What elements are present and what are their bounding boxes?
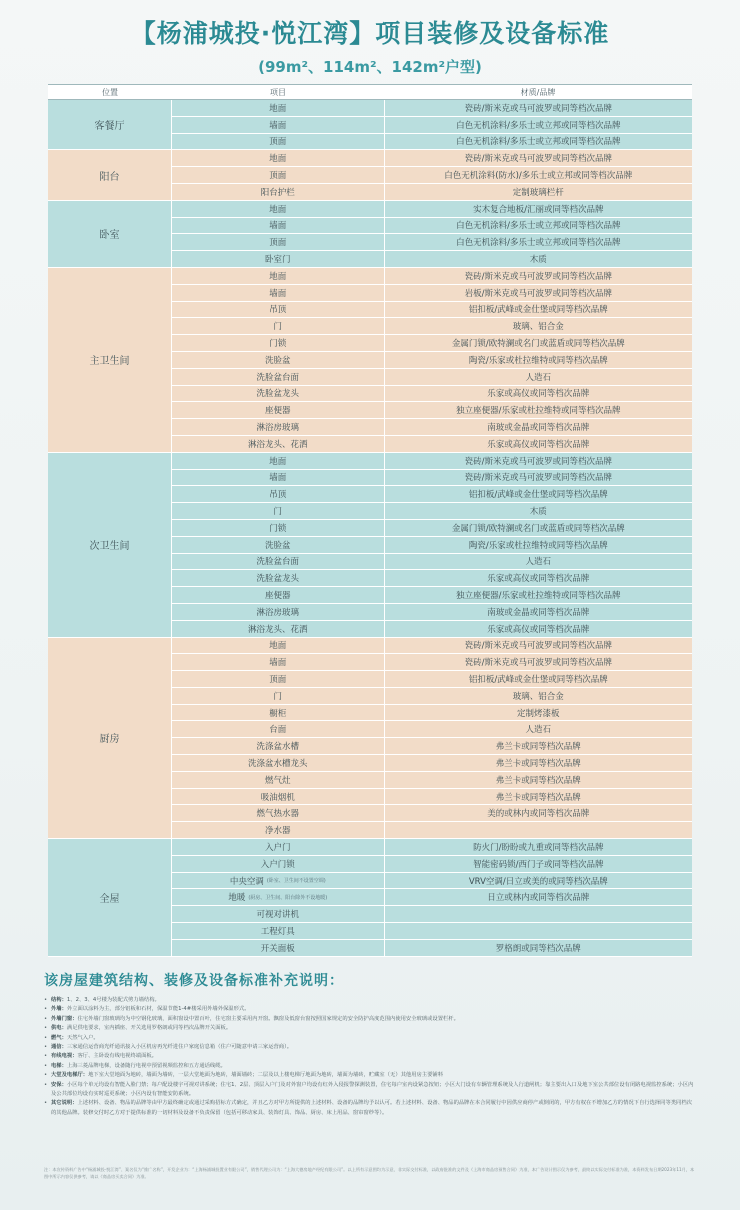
table-row bbox=[172, 453, 692, 470]
table-row bbox=[172, 201, 692, 218]
material-cell: 白色无机涂料/多乐士或立邦或同等档次品牌 bbox=[456, 137, 621, 148]
item-cell bbox=[172, 923, 385, 939]
material-cell: 南玻或金晶或同等档次品牌 bbox=[487, 607, 590, 618]
item-label: 墙面 bbox=[269, 120, 287, 131]
note-label: 安保： bbox=[51, 1081, 67, 1088]
material-cell: 定制烤漆板 bbox=[517, 708, 560, 719]
table-row bbox=[172, 318, 692, 335]
material-cell: 瓷砖/斯米克或马可波罗或同等档次品牌 bbox=[464, 154, 612, 165]
location-cell: 次卫生间 bbox=[48, 453, 172, 637]
table-group bbox=[48, 839, 692, 957]
item-cell bbox=[172, 402, 385, 418]
table-row bbox=[172, 402, 692, 419]
location-cell: 卧室 bbox=[48, 201, 172, 267]
material-cell: 独立座便器/乐家或杜拉维特或同等档次品牌 bbox=[456, 591, 621, 601]
material-cell: 南玻或金晶或同等档次品牌 bbox=[487, 423, 590, 434]
table-row bbox=[172, 772, 692, 789]
item-label: 淋浴房玻璃 bbox=[256, 607, 300, 618]
item-label: 洗脸盆龙头 bbox=[256, 574, 300, 585]
item-label: 净水器 bbox=[265, 826, 291, 837]
bullet-icon: • bbox=[44, 1100, 48, 1107]
location-cell: 全屋 bbox=[48, 839, 172, 956]
item-cell bbox=[172, 184, 385, 200]
bullet-icon: • bbox=[44, 1062, 48, 1069]
material-cell: 弗兰卡或同等档次品牌 bbox=[495, 742, 581, 753]
item-cell bbox=[172, 453, 385, 469]
table-row bbox=[172, 268, 692, 285]
note-text: 天然气入户。 bbox=[66, 1034, 99, 1041]
bullet-icon: • bbox=[44, 1053, 48, 1060]
table-row bbox=[172, 100, 692, 117]
note-label: 通信： bbox=[51, 1044, 67, 1051]
material-cell: 乐家或高仪或同等档次品牌 bbox=[487, 389, 590, 400]
disclaimer: 注：本宣传资料广告中“杨浦城投·悦江湾”、案名仅为“推广名称”，开发企业为：“上海杨浦城投置业有限公司”，销售代理公司为：“上海大德房地产经纪有限公司”。以上所有示意图均为示意，非实际交付标准，以政府批准的文件及《上海市商品房预售合同》为准，本广告设计图示仅为参考，最终以实际交付标准为准，本资料发布日期2023年11月，本图中所示内容仅供参考，请以《商品房买卖合同》为准。 bbox=[44, 1167, 695, 1179]
item-cell bbox=[172, 604, 385, 620]
material-cell: 铝扣板/武峰或金仕堡或同等档次品牌 bbox=[468, 305, 608, 316]
location-cell: 主卫生间 bbox=[48, 268, 172, 452]
material-cell: 人造石 bbox=[525, 557, 552, 568]
item-cell bbox=[172, 386, 385, 402]
note-text: 外立面以涂料为主，部分铝板和石材，保温节能1-4#楼采用外墙外保温形式。 bbox=[66, 1006, 250, 1013]
item-label: 吊顶 bbox=[269, 305, 287, 316]
table-row bbox=[172, 822, 692, 838]
item-label: 淋浴龙头、花洒 bbox=[248, 624, 308, 635]
table-row bbox=[172, 554, 692, 571]
note-label: 有线电视： bbox=[51, 1053, 78, 1060]
material-cell: 铝扣板/武峰或金仕堡或同等档次品牌 bbox=[468, 490, 608, 501]
note-label: 供电： bbox=[51, 1025, 67, 1032]
material-cell: 铝扣板/武峰或金仕堡或同等档次品牌 bbox=[468, 674, 608, 685]
table-row bbox=[172, 419, 692, 436]
material-cell: 木质 bbox=[529, 507, 547, 518]
material-cell: 乐家或高仪或同等档次品牌 bbox=[487, 574, 590, 585]
item-label: 可视对讲机 bbox=[256, 910, 300, 921]
material-cell: VRV空调/日立或美的或同等档次品牌 bbox=[468, 876, 608, 887]
item-cell bbox=[172, 201, 385, 217]
table-row bbox=[172, 486, 692, 503]
item-label: 开关面板 bbox=[260, 943, 295, 954]
standards-table bbox=[48, 84, 692, 957]
item-cell bbox=[172, 587, 385, 603]
page-title: 【杨浦城投·悦江湾】项目装修及设备标准 bbox=[130, 19, 610, 48]
note-item bbox=[44, 1071, 696, 1080]
material-cell bbox=[385, 822, 692, 838]
table-row bbox=[172, 234, 692, 251]
table-row bbox=[172, 134, 692, 150]
table-group bbox=[48, 100, 692, 150]
item-label: 中央空调 bbox=[229, 876, 264, 887]
note-item bbox=[44, 1024, 696, 1033]
location-cell: 客餐厅 bbox=[48, 100, 172, 149]
item-label: 顶面 bbox=[269, 137, 287, 148]
item-label: 洗脸盆台面 bbox=[256, 557, 300, 568]
material-cell: 白色无机涂料(防水)/多乐士或立邦或同等档次品牌 bbox=[444, 171, 633, 182]
note-text: 地下室大堂地面为地砖，墙面为墙砖，一层大堂地面为地砖，墙面墙砖；二层及以上楼电梯厅地面为地砖，墙面为墙砖，贮藏室（无）其他用房主要铺料 bbox=[88, 1072, 443, 1079]
material-cell: 实木复合地板/汇丽或同等档次品牌 bbox=[473, 204, 604, 215]
table-row bbox=[172, 705, 692, 722]
item-cell bbox=[172, 234, 385, 250]
item-label: 阳台护栏 bbox=[260, 187, 295, 198]
material-cell: 瓷砖/斯米克或马可波罗或同等档次品牌 bbox=[464, 103, 612, 114]
note-label: 其它说明： bbox=[51, 1100, 78, 1107]
material-cell: 乐家或高仪或同等档次品牌 bbox=[487, 624, 590, 635]
material-cell: 弗兰卡或同等档次品牌 bbox=[495, 775, 581, 786]
material-cell: 白色无机涂料/多乐士或立邦或同等档次品牌 bbox=[456, 238, 621, 249]
table-group bbox=[48, 268, 692, 453]
item-cell bbox=[172, 738, 385, 754]
material-cell: 陶瓷/乐家或杜拉维特或同等档次品牌 bbox=[468, 540, 608, 551]
item-label: 洗脸盆台面 bbox=[256, 372, 300, 383]
item-cell bbox=[172, 486, 385, 502]
material-cell: 智能密码锁/西门子或同等档次品牌 bbox=[473, 859, 604, 870]
item-cell bbox=[172, 940, 385, 956]
item-cell bbox=[172, 638, 385, 654]
table-row bbox=[172, 940, 692, 956]
note-text: 三家通信运营商光纤通讯接入小区机房再光纤进住户家庭信息箱（住户可随意申请三家运营商）。 bbox=[66, 1044, 293, 1051]
table-group bbox=[48, 201, 692, 268]
item-cell bbox=[172, 100, 385, 116]
table-row bbox=[172, 906, 692, 923]
bullet-icon: • bbox=[44, 1081, 48, 1088]
item-cell bbox=[172, 654, 385, 670]
item-label: 入户门 bbox=[265, 842, 291, 853]
item-label: 地面 bbox=[269, 641, 287, 652]
item-label: 墙面 bbox=[269, 658, 287, 669]
material-cell: 金属门锁/欧特澜或名门或蓝盾或同等档次品牌 bbox=[451, 523, 625, 534]
table-row bbox=[172, 839, 692, 856]
table-row bbox=[172, 503, 692, 520]
item-label: 地面 bbox=[269, 456, 287, 467]
item-cell bbox=[172, 873, 385, 889]
table-row bbox=[172, 721, 692, 738]
item-cell bbox=[172, 822, 385, 838]
note-text: 上述材料、设备、物品的品牌等由甲方最终确定或通过采购招标方式确定，并且乙方对甲方所提供的上述材料、设备的品牌均予以认可。若上述材料、设备、物品的品牌在本合同履行中因供应商停产或倒闭的，甲方有权在不增加乙方的情况下自行选择同等类同档次的其他品牌。装修交付时乙方对于提供标准的一切材料及设备不负责保留（包括可移动家具、装饰灯具、饰品、厨房、床上用品、窗帘窗纱等）。 bbox=[51, 1100, 692, 1116]
item-cell bbox=[172, 318, 385, 334]
note-item bbox=[44, 1052, 696, 1061]
material-cell: 白色无机涂料/多乐士或立邦或同等档次品牌 bbox=[456, 120, 621, 131]
item-label: 墙面 bbox=[269, 288, 287, 299]
table-group bbox=[48, 150, 692, 200]
header-item: 项目 bbox=[270, 87, 286, 97]
bullet-icon: • bbox=[44, 1006, 48, 1013]
item-cell bbox=[172, 134, 385, 150]
table-row bbox=[172, 251, 692, 267]
table-row bbox=[172, 184, 692, 200]
item-label: 地面 bbox=[269, 103, 287, 114]
item-cell bbox=[172, 150, 385, 166]
item-cell bbox=[172, 470, 385, 486]
table-row bbox=[172, 671, 692, 688]
table-row bbox=[172, 470, 692, 487]
location-cell: 厨房 bbox=[48, 638, 172, 839]
material-cell: 岩板/斯米克或马可波罗或同等档次品牌 bbox=[464, 288, 612, 299]
material-cell: 人造石 bbox=[525, 372, 552, 383]
table-row bbox=[172, 889, 692, 906]
item-cell bbox=[172, 218, 385, 234]
table-row bbox=[172, 755, 692, 772]
table-row bbox=[172, 352, 692, 369]
material-cell: 木质 bbox=[529, 255, 547, 266]
item-cell bbox=[172, 755, 385, 771]
item-cell bbox=[172, 436, 385, 452]
table-group bbox=[48, 638, 692, 840]
item-label: 淋浴房玻璃 bbox=[256, 423, 300, 434]
item-cell bbox=[172, 251, 385, 267]
item-label: 燃气灶 bbox=[265, 775, 291, 786]
table-row bbox=[172, 688, 692, 705]
material-cell: 瓷砖/斯米克或马可波罗或同等档次品牌 bbox=[464, 641, 612, 652]
item-cell bbox=[172, 772, 385, 788]
material-cell: 罗格朗或同等档次品牌 bbox=[495, 943, 581, 954]
table-row bbox=[172, 386, 692, 403]
item-label: 顶面 bbox=[269, 171, 287, 182]
table-body bbox=[48, 100, 692, 957]
material-cell bbox=[385, 923, 692, 939]
item-label: 吸油烟机 bbox=[260, 792, 295, 803]
item-cell bbox=[172, 520, 385, 536]
item-cell bbox=[172, 570, 385, 586]
item-cell bbox=[172, 688, 385, 704]
item-label: 工程灯具 bbox=[260, 926, 295, 937]
table-row bbox=[172, 285, 692, 302]
item-cell bbox=[172, 537, 385, 553]
item-cell bbox=[172, 369, 385, 385]
item-label: 墙面 bbox=[269, 221, 287, 232]
item-label: 燃气热水器 bbox=[256, 809, 300, 820]
material-cell: 定制玻璃栏杆 bbox=[512, 187, 564, 198]
item-label: 洗脸盆龙头 bbox=[256, 389, 300, 400]
table-row bbox=[172, 604, 692, 621]
table-row bbox=[172, 218, 692, 235]
material-cell: 防火门/盼盼或九重或同等档次品牌 bbox=[473, 842, 604, 853]
header-material: 材质/品牌 bbox=[520, 87, 556, 97]
material-cell: 瓷砖/斯米克或马可波罗或同等档次品牌 bbox=[464, 271, 612, 282]
note-item bbox=[44, 1099, 696, 1118]
table-row bbox=[172, 587, 692, 604]
item-label: 门 bbox=[273, 691, 283, 702]
material-cell: 玻璃、铝合金 bbox=[512, 691, 564, 702]
table-row bbox=[172, 638, 692, 655]
item-cell bbox=[172, 302, 385, 318]
item-label: 门 bbox=[273, 322, 283, 333]
material-cell: 弗兰卡或同等档次品牌 bbox=[495, 792, 581, 803]
material-cell: 玻璃、铝合金 bbox=[512, 322, 564, 333]
item-label: 顶面 bbox=[269, 238, 287, 249]
note-text: 1、2、3、4号楼为装配式剪力墙结构。 bbox=[66, 997, 160, 1003]
item-label: 地暖 bbox=[228, 893, 246, 904]
table-row bbox=[172, 369, 692, 386]
item-label: 门锁 bbox=[269, 339, 287, 350]
material-cell: 瓷砖/斯米克或马可波罗或同等档次品牌 bbox=[464, 456, 612, 467]
table-row bbox=[172, 520, 692, 537]
table-row bbox=[172, 117, 692, 134]
table-row bbox=[172, 335, 692, 352]
item-cell bbox=[172, 789, 385, 805]
note-label: 燃气： bbox=[51, 1034, 67, 1041]
bullet-icon: • bbox=[44, 1025, 48, 1032]
note-text: 客厅、主卧设有线电视终端面板。 bbox=[77, 1053, 157, 1060]
table-row bbox=[172, 537, 692, 554]
table-row bbox=[172, 805, 692, 822]
table-group bbox=[48, 453, 692, 638]
item-cell bbox=[172, 889, 385, 905]
table-row bbox=[172, 621, 692, 637]
note-label: 结构： bbox=[51, 997, 67, 1003]
table-row bbox=[172, 856, 692, 873]
note-item bbox=[44, 1043, 696, 1052]
material-cell: 乐家或高仪或同等档次品牌 bbox=[487, 439, 590, 450]
bullet-icon: • bbox=[44, 1072, 48, 1079]
item-label: 座便器 bbox=[265, 406, 291, 417]
item-label: 地面 bbox=[269, 271, 287, 282]
material-cell: 陶瓷/乐家或杜拉维特或同等档次品牌 bbox=[468, 355, 608, 366]
item-label: 洗涤盆水槽龙头 bbox=[248, 758, 308, 769]
table-row bbox=[172, 436, 692, 452]
bullet-icon: • bbox=[44, 1034, 48, 1041]
note-item bbox=[44, 1062, 696, 1071]
item-label: 座便器 bbox=[265, 591, 291, 601]
notes-list bbox=[44, 996, 696, 1118]
item-label: 洗脸盆 bbox=[265, 355, 291, 366]
bullet-icon: • bbox=[44, 1044, 48, 1051]
item-cell bbox=[172, 621, 385, 637]
note-label: 大堂及电梯厅： bbox=[51, 1072, 89, 1079]
note-label: 电梯： bbox=[51, 1062, 67, 1069]
note-text: 上海三菱品牌电梯，设备随行电视中预留视频监控和五方通话线缆。 bbox=[66, 1062, 226, 1069]
note-label: 外墙： bbox=[51, 1006, 67, 1013]
material-cell: 金属门锁/欧特澜或名门或蓝盾或同等档次品牌 bbox=[451, 339, 625, 350]
bullet-icon: • bbox=[44, 1015, 48, 1022]
note-label: 外墙门窗： bbox=[51, 1015, 78, 1022]
item-label: 台面 bbox=[269, 725, 287, 736]
bullet-icon: • bbox=[44, 997, 48, 1003]
material-cell: 弗兰卡或同等档次品牌 bbox=[495, 758, 581, 769]
item-cell bbox=[172, 721, 385, 737]
table-row bbox=[172, 654, 692, 671]
table-header bbox=[48, 85, 692, 100]
item-cell bbox=[172, 705, 385, 721]
table-row bbox=[172, 873, 692, 890]
item-label: 吊顶 bbox=[269, 490, 287, 501]
item-label: 地面 bbox=[269, 154, 287, 165]
item-label: 地面 bbox=[269, 204, 287, 215]
item-label: 卧室门 bbox=[265, 255, 291, 266]
material-cell: 瓷砖/斯米克或马可波罗或同等档次品牌 bbox=[464, 473, 612, 484]
item-cell bbox=[172, 856, 385, 872]
item-cell bbox=[172, 167, 385, 183]
item-label: 淋浴龙头、花洒 bbox=[248, 439, 308, 450]
table-row bbox=[172, 789, 692, 806]
material-cell bbox=[385, 906, 692, 922]
item-note: (卧室、卫生间不设置空调) bbox=[266, 878, 326, 885]
material-cell: 瓷砖/斯米克或马可波罗或同等档次品牌 bbox=[464, 658, 612, 669]
table-row bbox=[172, 302, 692, 319]
note-item bbox=[44, 996, 696, 1005]
material-cell: 白色无机涂料/多乐士或立邦或同等档次品牌 bbox=[456, 221, 621, 232]
item-label: 顶面 bbox=[269, 674, 287, 685]
item-cell bbox=[172, 671, 385, 687]
note-item bbox=[44, 1034, 696, 1043]
item-cell bbox=[172, 554, 385, 570]
item-cell bbox=[172, 839, 385, 855]
note-item bbox=[44, 1005, 696, 1014]
notes-title: 该房屋建筑结构、装修及设备标准补充说明： bbox=[44, 973, 344, 989]
item-cell bbox=[172, 352, 385, 368]
item-label: 门 bbox=[273, 507, 283, 518]
item-note: (厨房、卫生间、阳台除外不设地暖) bbox=[248, 894, 328, 901]
material-cell: 人造石 bbox=[525, 725, 552, 736]
item-cell bbox=[172, 503, 385, 519]
item-label: 门锁 bbox=[269, 523, 287, 534]
note-item bbox=[44, 1015, 696, 1024]
item-label: 墙面 bbox=[269, 473, 287, 484]
item-label: 入户门锁 bbox=[260, 859, 295, 870]
item-cell bbox=[172, 335, 385, 351]
note-text: 满足供电要求，室内插座、开关选用罗格朗或同等档次品牌开关面板。 bbox=[66, 1025, 232, 1032]
item-label: 橱柜 bbox=[269, 708, 287, 719]
table-row bbox=[172, 738, 692, 755]
table-row bbox=[172, 150, 692, 167]
table-row bbox=[172, 570, 692, 587]
material-cell: 日立或林内或同等档次品牌 bbox=[487, 893, 590, 904]
item-label: 洗脸盆 bbox=[265, 540, 291, 551]
item-cell bbox=[172, 419, 385, 435]
item-cell bbox=[172, 906, 385, 922]
material-cell: 美的或林内或同等档次品牌 bbox=[487, 809, 590, 820]
item-cell bbox=[172, 805, 385, 821]
page-subtitle: (99m²、114m²、142m²户型) bbox=[258, 58, 482, 76]
item-cell bbox=[172, 117, 385, 133]
note-item bbox=[44, 1081, 696, 1100]
note-text: 住宅外墙门窗玻璃均为中空钢化玻璃，面积窗设中置百叶，住宅窗主要采用内开窗。飘窗及低窗台窗按照国家规定的安全防护高度范围内使用安全玻璃或设置栏杆。 bbox=[77, 1015, 459, 1022]
table-row bbox=[172, 167, 692, 184]
location-cell: 阳台 bbox=[48, 150, 172, 199]
item-label: 洗涤盆水槽 bbox=[256, 742, 300, 753]
material-cell: 独立座便器/乐家或杜拉维特或同等档次品牌 bbox=[456, 406, 621, 417]
item-cell bbox=[172, 285, 385, 301]
item-cell bbox=[172, 268, 385, 284]
table-row bbox=[172, 923, 692, 940]
header-location: 位置 bbox=[102, 87, 118, 97]
note-text: 小区每个单元均设有智能入脸门禁；每户配设楼宇可视对讲系统；住宅1、2层、顶层入户门及对外窗户均设有红外入侵报警探测装置，住宅每户室内设紧急按钮；小区大门设有车辆管理系统及人行道闸机；靠主要出入口及地下室公共部位设有闭路电视监控系统；小区内及公共部位均设有实时巡更系统；小区内设有智能安防系统。 bbox=[51, 1081, 694, 1098]
